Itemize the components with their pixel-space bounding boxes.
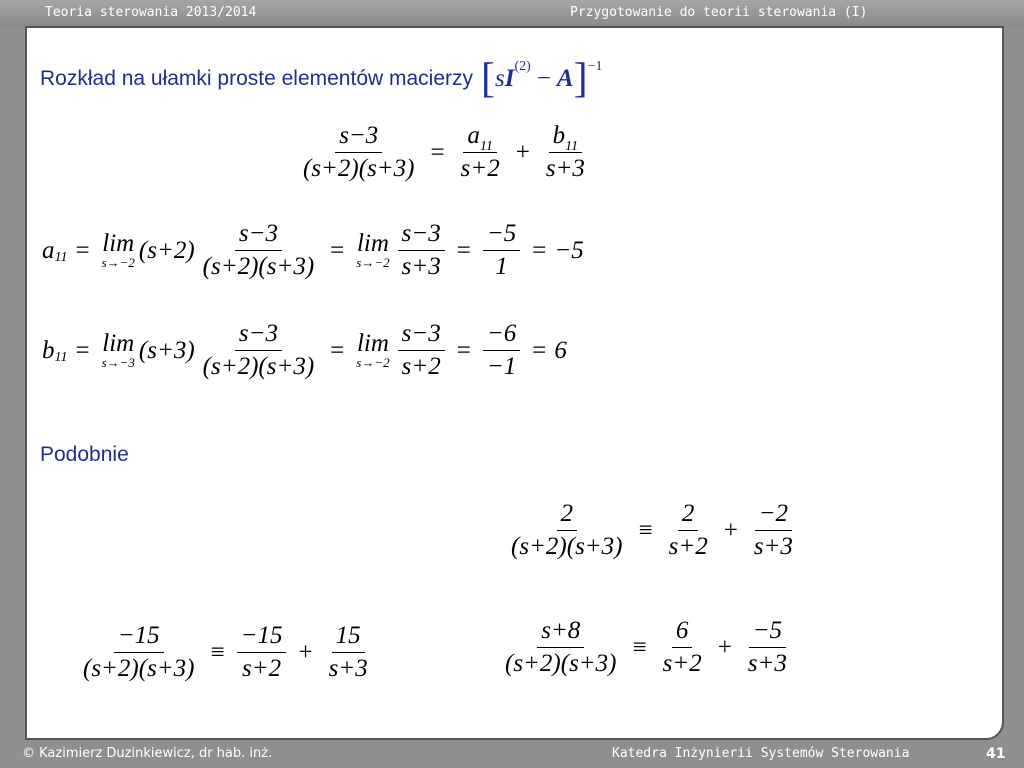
matrix-expression: [ s I (2) − A ] −1 [481,56,603,102]
equation-b11: b 11 = lim s→−3 (s+3) $\frac{s-3}{(s+2)(s+3)}$ = lim s→−2 $\frac{s-3}{s+2}$ = $\frac{-6}{-1}$ = 6 [42,320,567,380]
equation-decomposition: $\frac{s-3}{(s+2)(s+3)}$ = $\frac{a_{11}}{s+2}$ + $\frac{b_{11}}{s+3}$ [303,122,585,182]
department-name: Katedra Inżynierii Systemów Sterowania [612,746,910,761]
equation-element-2: $\frac{2}{(s+2)(s+3)}$ ≡ $\frac{2}{s+2}$ + $\frac{-2}{s+3}$ [511,500,793,560]
podobnie-label: Podobnie [40,443,129,466]
equation-element-s8: $\frac{s+8}{(s+2)(s+3)}$ ≡ $\frac{6}{s+2}$ + $\frac{-5}{s+3}$ [505,617,787,677]
author-credit: © Kazimierz Duzinkiewicz, dr hab. inż. [22,746,273,761]
header-bar [0,0,1024,26]
equation-a11: a 11 = lim s→−2 (s+2) $\frac{s-3}{(s+2)(s+3)}$ = lim s→−2 $\frac{s-3}{s+3}$ = $\frac{-5}{1}$ = −5 [42,220,584,280]
page-number: 41 [986,746,1006,762]
heading-text: Rozkład na ułamki proste elementów macierzy [40,67,474,90]
footer-bar [0,742,1024,768]
lecture-title: Przygotowanie do teorii sterowania (I) [570,5,868,20]
course-title: Teoria sterowania 2013/2014 [45,5,257,20]
equation-element-minus15: $\frac{-15}{(s+2)(s+3)}$ ≡ $\frac{-15}{s+2}$ + $\frac{15}{s+3}$ [83,622,368,682]
slide-heading [40,58,603,100]
